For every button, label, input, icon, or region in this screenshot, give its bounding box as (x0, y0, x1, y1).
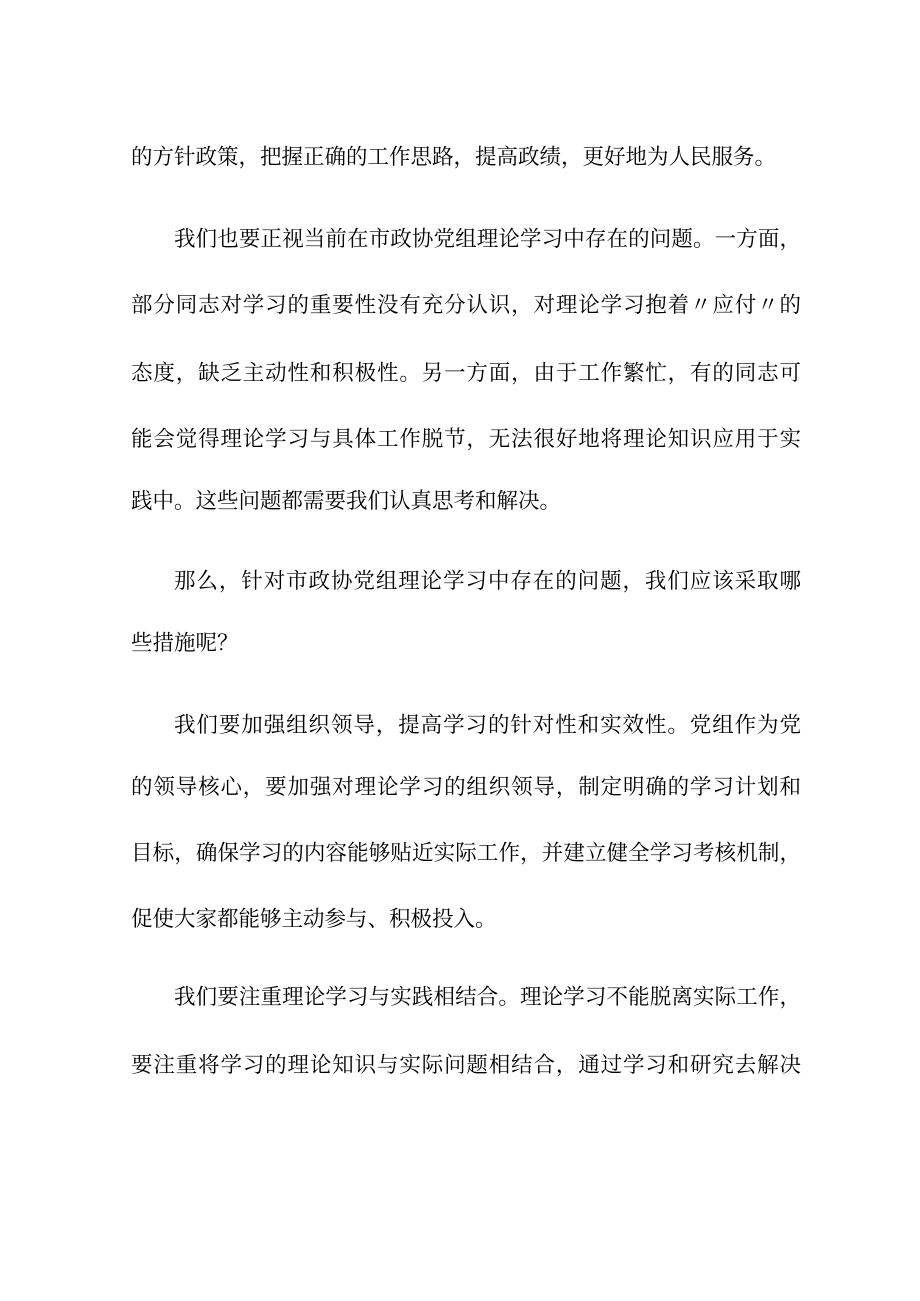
paragraph-1-line-1: 的方针政策，把握正确的工作思路，提高政绩，更好地为人民服务。 (131, 145, 777, 170)
paragraph-4-line-4: 促使大家都能够主动参与、积极投入。 (131, 907, 497, 932)
paragraph-5-line-2: 要注重将学习的理论知识与实际问题相结合，通过学习和研究去解决 (131, 1053, 801, 1078)
paragraph-2-line-1: 我们也要正视当前在市政协党组理论学习中存在的问题。一方面， (174, 227, 801, 252)
paragraph-2-line-2: 部分同志对学习的重要性没有充分认识，对理论学习抱着〃应付〃的 (131, 293, 801, 318)
paragraph-3-line-2: 些措施呢？ (131, 631, 239, 656)
paragraph-4-line-1: 我们要加强组织领导，提高学习的针对性和实效性。党组作为党 (174, 713, 801, 738)
paragraph-2-line-5: 践中。这些问题都需要我们认真思考和解决。 (131, 489, 562, 514)
paragraph-2-line-3: 态度，缺乏主动性和积极性。另一方面，由于工作繁忙，有的同志可 (131, 361, 801, 386)
paragraph-3-line-1: 那么，针对市政协党组理论学习中存在的问题，我们应该采取哪 (174, 569, 801, 594)
paragraph-4-line-2: 的领导核心，要加强对理论学习的组织领导，制定明确的学习计划和 (131, 775, 801, 800)
paragraph-4-line-3: 目标，确保学习的内容能够贴近实际工作，并建立健全学习考核机制， (131, 841, 801, 866)
paragraph-2-line-4: 能会觉得理论学习与具体工作脱节，无法很好地将理论知识应用于实 (131, 427, 801, 452)
paragraph-5-line-1: 我们要注重理论学习与实践相结合。理论学习不能脱离实际工作， (174, 985, 801, 1010)
